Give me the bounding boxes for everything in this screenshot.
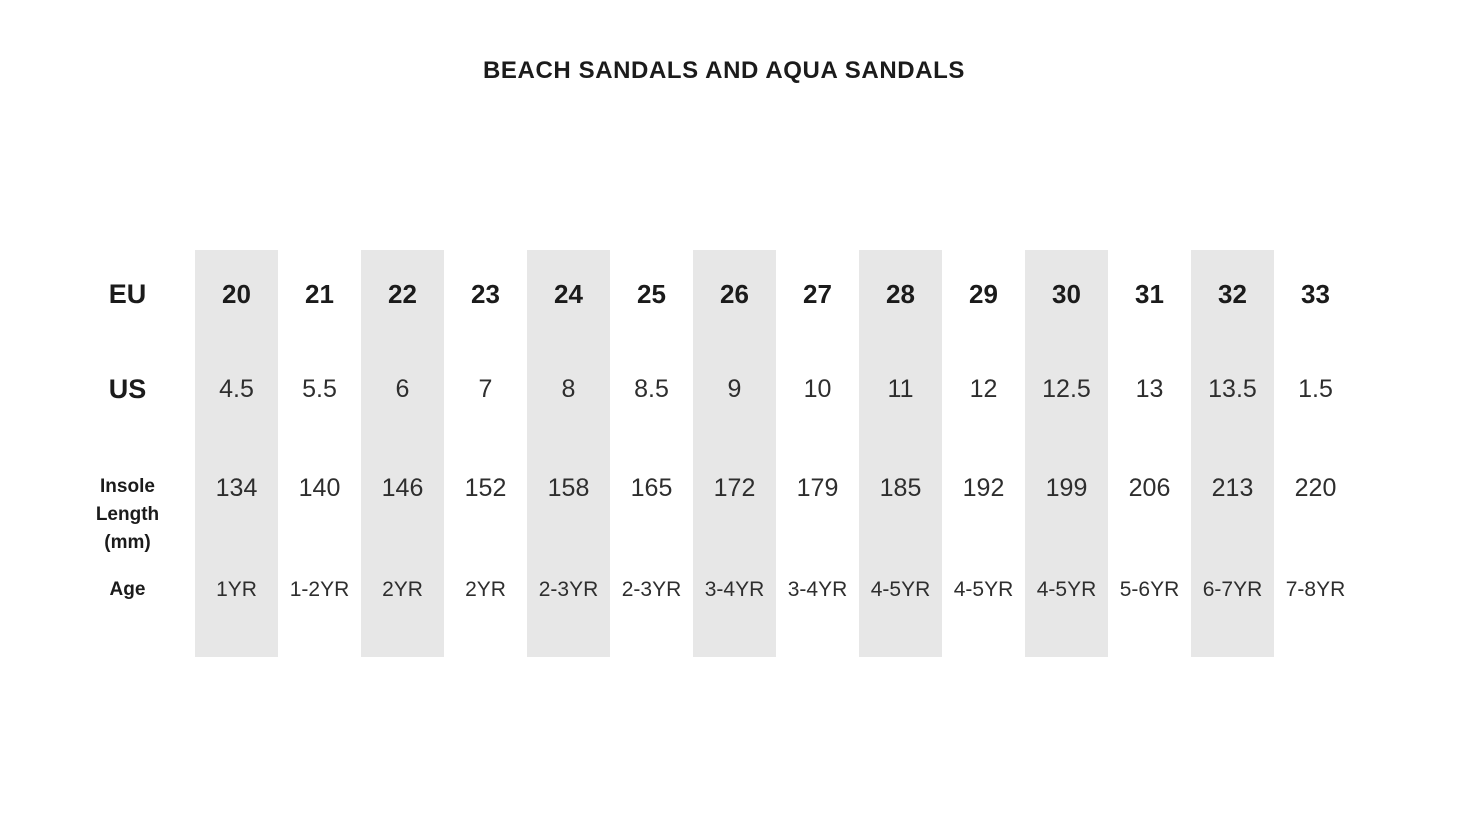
cell-insole_length_mm-col6 — [693, 440, 776, 555]
row-label-line: (mm) — [104, 532, 151, 553]
cell-age-col11 — [1108, 555, 1191, 657]
cell-value: 199 — [1045, 474, 1088, 502]
cell-age-col10 — [1025, 555, 1108, 657]
cell-value: 134 — [215, 474, 258, 502]
cell-value: 8 — [561, 375, 576, 403]
cell-value: 21 — [305, 279, 334, 309]
cell-value: 213 — [1211, 474, 1254, 502]
cell-value: 31 — [1135, 279, 1164, 309]
cell-insole_length_mm-col7 — [776, 440, 859, 555]
cell-value: 24 — [554, 279, 583, 309]
cell-us-col8 — [859, 338, 942, 440]
cell-us-col7 — [776, 338, 859, 440]
cell-insole_length_mm-col4 — [527, 440, 610, 555]
row-label-age — [60, 555, 195, 657]
cell-value: 27 — [803, 279, 832, 309]
cell-value: 9 — [727, 375, 742, 403]
row-label-line: Length — [95, 504, 160, 525]
cell-age-col6 — [693, 555, 776, 657]
cell-age-col4 — [527, 555, 610, 657]
cell-eu-col1 — [278, 250, 361, 338]
cell-value: 23 — [471, 279, 500, 309]
cell-us-col11 — [1108, 338, 1191, 440]
cell-value: 13 — [1135, 375, 1164, 403]
cell-value: 152 — [464, 474, 507, 502]
cell-insole_length_mm-col5 — [610, 440, 693, 555]
cell-value: 12.5 — [1042, 375, 1091, 403]
cell-value: 7-8YR — [1285, 578, 1346, 601]
cell-value: 4-5YR — [1036, 578, 1097, 601]
cell-value: 206 — [1128, 474, 1171, 502]
cell-value: 28 — [886, 279, 915, 309]
cell-value: 140 — [298, 474, 341, 502]
cell-insole_length_mm-col9 — [942, 440, 1025, 555]
cell-eu-col6 — [693, 250, 776, 338]
cell-value: 12 — [969, 375, 998, 403]
cell-value: 10 — [803, 375, 832, 403]
cell-value: 192 — [962, 474, 1005, 502]
row-label-line: Age — [109, 579, 146, 600]
cell-value: 32 — [1218, 279, 1247, 309]
cell-us-col4 — [527, 338, 610, 440]
row-label-eu — [60, 250, 195, 338]
cell-value: 30 — [1052, 279, 1081, 309]
cell-us-col12 — [1191, 338, 1274, 440]
cell-value: 6-7YR — [1202, 578, 1263, 601]
cell-value: 2YR — [465, 578, 506, 601]
cell-eu-col9 — [942, 250, 1025, 338]
cell-us-col0 — [195, 338, 278, 440]
cell-eu-col7 — [776, 250, 859, 338]
cell-insole_length_mm-col12 — [1191, 440, 1274, 555]
cell-age-col0 — [195, 555, 278, 657]
cell-eu-col11 — [1108, 250, 1191, 338]
cell-us-col10 — [1025, 338, 1108, 440]
cell-age-col8 — [859, 555, 942, 657]
cell-value: 2-3YR — [621, 578, 682, 601]
cell-age-col5 — [610, 555, 693, 657]
cell-value: 11 — [887, 375, 914, 403]
cell-us-col5 — [610, 338, 693, 440]
cell-eu-col3 — [444, 250, 527, 338]
cell-eu-col8 — [859, 250, 942, 338]
row-label-text-insole_length_mm — [96, 473, 159, 557]
cell-value: 3-4YR — [704, 578, 765, 601]
cell-value: 26 — [720, 279, 749, 309]
cell-value: 6 — [395, 375, 410, 403]
page-title: BEACH SANDALS AND AQUA SANDALS — [482, 57, 965, 84]
cell-insole_length_mm-col3 — [444, 440, 527, 555]
cell-value: 5-6YR — [1119, 578, 1180, 601]
cell-value: 4-5YR — [953, 578, 1014, 601]
cell-insole_length_mm-col13 — [1274, 440, 1357, 555]
cell-value: 158 — [547, 474, 590, 502]
cell-age-col13 — [1274, 555, 1357, 657]
cell-value: 4-5YR — [870, 578, 931, 601]
cell-age-col1 — [278, 555, 361, 657]
cell-value: 220 — [1294, 474, 1337, 502]
cell-age-col9 — [942, 555, 1025, 657]
row-label-us — [60, 338, 195, 440]
cell-value: 2YR — [382, 578, 423, 601]
cell-insole_length_mm-col0 — [195, 440, 278, 555]
cell-us-col13 — [1274, 338, 1357, 440]
cell-value: 2-3YR — [538, 578, 599, 601]
cell-age-col7 — [776, 555, 859, 657]
row-label-line: US — [108, 374, 147, 404]
row-label-text-eu — [109, 279, 147, 309]
cell-us-col2 — [361, 338, 444, 440]
cell-value: 185 — [879, 474, 922, 502]
cell-insole_length_mm-col1 — [278, 440, 361, 555]
cell-value: 3-4YR — [787, 578, 848, 601]
cell-us-col6 — [693, 338, 776, 440]
cell-insole_length_mm-col2 — [361, 440, 444, 555]
cell-age-col2 — [361, 555, 444, 657]
cell-value: 29 — [969, 279, 998, 309]
cell-value: 20 — [222, 279, 251, 309]
cell-eu-col4 — [527, 250, 610, 338]
cell-value: 146 — [381, 474, 424, 502]
cell-value: 7 — [478, 375, 493, 403]
cell-value: 1YR — [216, 578, 257, 601]
cell-value: 179 — [796, 474, 839, 502]
cell-value: 1.5 — [1298, 375, 1333, 403]
cell-eu-col0 — [195, 250, 278, 338]
cell-eu-col2 — [361, 250, 444, 338]
cell-value: 172 — [713, 474, 756, 502]
cell-age-col3 — [444, 555, 527, 657]
cell-value: 13.5 — [1208, 375, 1257, 403]
cell-value: 1-2YR — [289, 578, 350, 601]
cell-us-col9 — [942, 338, 1025, 440]
cell-value: 33 — [1301, 279, 1330, 309]
row-label-line: EU — [108, 279, 147, 309]
cell-insole_length_mm-col10 — [1025, 440, 1108, 555]
cell-insole_length_mm-col11 — [1108, 440, 1191, 555]
cell-eu-col10 — [1025, 250, 1108, 338]
cell-us-col1 — [278, 338, 361, 440]
cell-eu-col13 — [1274, 250, 1357, 338]
cell-value: 4.5 — [219, 375, 254, 403]
cell-eu-col5 — [610, 250, 693, 338]
size-table — [60, 250, 1357, 657]
cell-eu-col12 — [1191, 250, 1274, 338]
cell-us-col3 — [444, 338, 527, 440]
row-label-text-us — [109, 374, 147, 404]
cell-age-col12 — [1191, 555, 1274, 657]
cell-insole_length_mm-col8 — [859, 440, 942, 555]
cell-value: 22 — [388, 279, 417, 309]
row-label-line: Insole — [100, 476, 155, 497]
cell-value: 5.5 — [302, 375, 337, 403]
cell-value: 8.5 — [634, 375, 669, 403]
row-label-text-age — [110, 578, 146, 601]
cell-value: 165 — [630, 474, 673, 502]
row-label-insole_length_mm — [60, 440, 195, 555]
cell-value: 25 — [637, 279, 666, 309]
